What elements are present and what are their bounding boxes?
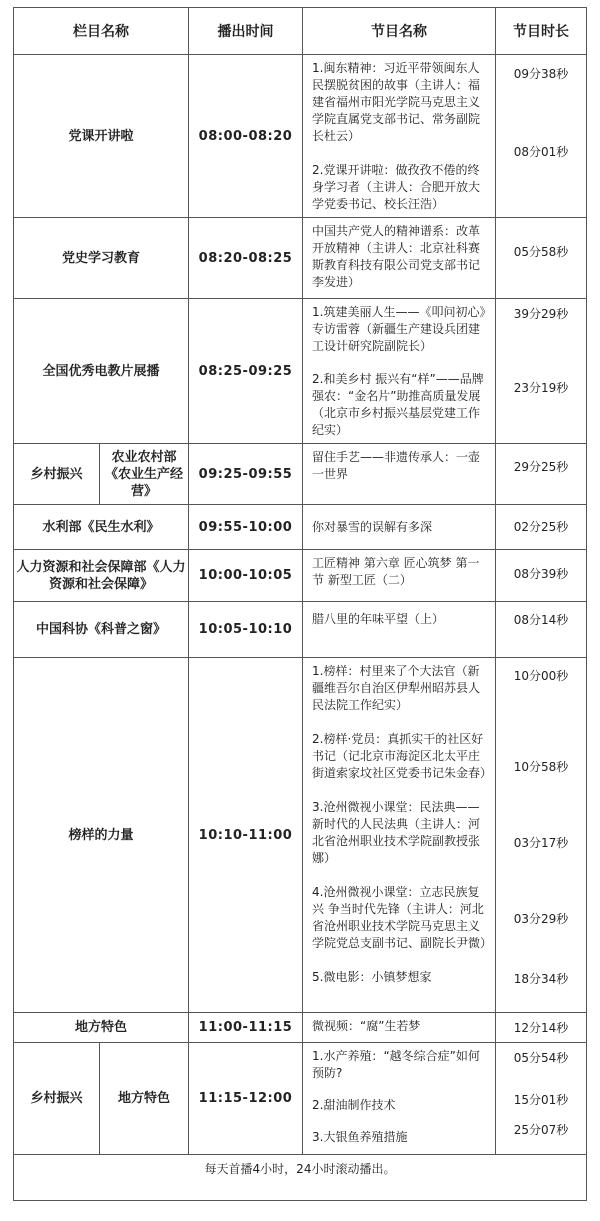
duration-cell [496,299,587,444]
duration-value: 09分38秒 [513,67,569,81]
program-item: 1.筑建美丽人生——《叩问初心》专访雷蓉（新疆生产建设兵团建工设计研究院副院长） [312,305,486,353]
air-time: 08:25-09:25 [189,299,303,444]
program-cell [303,299,496,444]
table-row [14,55,587,218]
air-time: 08:20-08:25 [189,218,303,299]
duration-cell [496,505,587,550]
program-cell [303,505,496,550]
duration-value: 23分19秒 [513,381,569,395]
program-item: 4.沧州微视小课堂：立志民族复兴 争当时代先锋（主讲人：河北省沧州职业技术学院马克思主义学院党总支副书记、副院长尹微） [312,885,493,950]
duration-value: 10分58秒 [513,760,569,774]
program-cell [303,602,496,658]
duration-value: 39分29秒 [513,307,569,321]
program-item: 1.水产养殖：“越冬综合症”如何预防? [312,1049,480,1080]
schedule-table [13,7,587,1201]
program-item: 5.微电影：小镇梦想家 [312,970,432,984]
program-item: 1.榜样：村里来了个大法官（新疆维吾尔自治区伊犁州昭苏县人民法院工作纪实） [312,664,481,712]
program-item: 3.大银鱼养殖措施 [312,1130,408,1144]
program-item: 留住手艺——非遗传承人：一壶一世界 [312,450,481,481]
air-time: 10:10-11:00 [189,658,303,1013]
duration-value: 18分34秒 [513,972,569,986]
duration-value: 10分00秒 [513,669,569,683]
table-row [14,444,587,505]
table-row [14,1013,587,1043]
program-cell [303,218,496,299]
column-name: 党课开讲啦 [14,55,189,218]
table-row [14,1043,587,1155]
duration-value: 15分01秒 [513,1093,569,1107]
program-cell [303,55,496,218]
air-time: 09:55-10:00 [189,505,303,550]
table-row [14,602,587,658]
duration-cell [496,444,587,505]
footer-row [14,1155,587,1201]
program-item: 微视频：“腐”生若梦 [312,1019,421,1033]
broadcast-note: 每天首播4小时，24小时滚动播出。 [14,1155,587,1201]
program-cell [303,550,496,602]
duration-value: 08分14秒 [513,613,569,627]
duration-value: 08分01秒 [513,145,569,159]
column-name: 党史学习教育 [14,218,189,299]
column-name: 乡村振兴 [14,1043,100,1155]
header-duration: 节目时长 [496,8,587,55]
header-program-name: 节目名称 [303,8,496,55]
column-name: 地方特色 [14,1013,189,1043]
header-air-time: 播出时间 [189,8,303,55]
air-time: 08:00-08:20 [189,55,303,218]
table-row [14,299,587,444]
air-time: 11:00-11:15 [189,1013,303,1043]
duration-value: 03分17秒 [513,836,569,850]
column-name: 全国优秀电教片展播 [14,299,189,444]
duration-value: 05分54秒 [513,1051,569,1065]
table-row [14,658,587,1013]
air-time: 11:15-12:00 [189,1043,303,1155]
table-row [14,505,587,550]
table-row [14,550,587,602]
program-item: 腊八里的年味平望（上） [312,612,445,626]
duration-value: 03分29秒 [513,912,569,926]
program-item: 2.榜样·党员：真抓实干的社区好书记（记北京市海淀区北太平庄街道索家坟社区党委书记朱金春） [312,732,493,780]
header-row [14,8,587,55]
program-item: 2.和美乡村 振兴有“样”——品牌强农：“金名片”助推高质量发展（北京市乡村振兴基层党建工作纪实） [312,372,484,437]
program-item: 你对暴雪的误解有多深 [312,520,433,534]
duration-cell [496,218,587,299]
duration-value: 05分58秒 [513,245,569,259]
program-item: 工匠精神 第六章 匠心筑梦 第一节 新型工匠（二） [312,556,480,587]
program-cell [303,1013,496,1043]
air-time: 10:00-10:05 [189,550,303,602]
duration-value: 25分07秒 [513,1123,569,1137]
duration-cell [496,658,587,1013]
column-subname: 农业农村部《农业生产经营》 [100,444,189,505]
program-item: 3.沧州微视小课堂：民法典——新时代的人民法典（主讲人：河北省沧州职业技术学院副教授张娜） [312,800,481,865]
program-item: 1.闽东精神：习近平带领闽东人民摆脱贫困的故事（主讲人：福建省福州市阳光学院马克思主义学院直属党支部书记、常务副院长杜云） [312,61,481,143]
program-cell [303,444,496,505]
duration-value: 12分14秒 [513,1021,569,1035]
column-name: 人力资源和社会保障部《人力资源和社会保障》 [14,550,189,602]
duration-cell [496,1043,587,1155]
column-name: 乡村振兴 [14,444,100,505]
air-time: 10:05-10:10 [189,602,303,658]
duration-cell [496,1013,587,1043]
duration-cell [496,55,587,218]
duration-value: 08分39秒 [513,567,569,581]
program-cell [303,658,496,1013]
column-name: 水利部《民生水利》 [14,505,189,550]
duration-cell [496,602,587,658]
column-subname: 地方特色 [100,1043,189,1155]
air-time: 09:25-09:55 [189,444,303,505]
program-item: 2.甜油制作技术 [312,1098,396,1112]
header-column-name: 栏目名称 [14,8,189,55]
table-row [14,218,587,299]
duration-value: 02分25秒 [513,520,569,534]
program-item: 中国共产党人的精神谱系：改革开放精神（主讲人：北京社科赛斯教育科技有限公司党支部书记李发进） [312,224,481,289]
duration-cell [496,550,587,602]
column-name: 中国科协《科普之窗》 [14,602,189,658]
duration-value: 29分25秒 [513,460,569,474]
column-name: 榜样的力量 [14,658,189,1013]
program-cell [303,1043,496,1155]
program-item: 2.党课开讲啦：做孜孜不倦的终身学习者（主讲人：合肥开放大学党委书记、校长汪浩） [312,163,481,211]
